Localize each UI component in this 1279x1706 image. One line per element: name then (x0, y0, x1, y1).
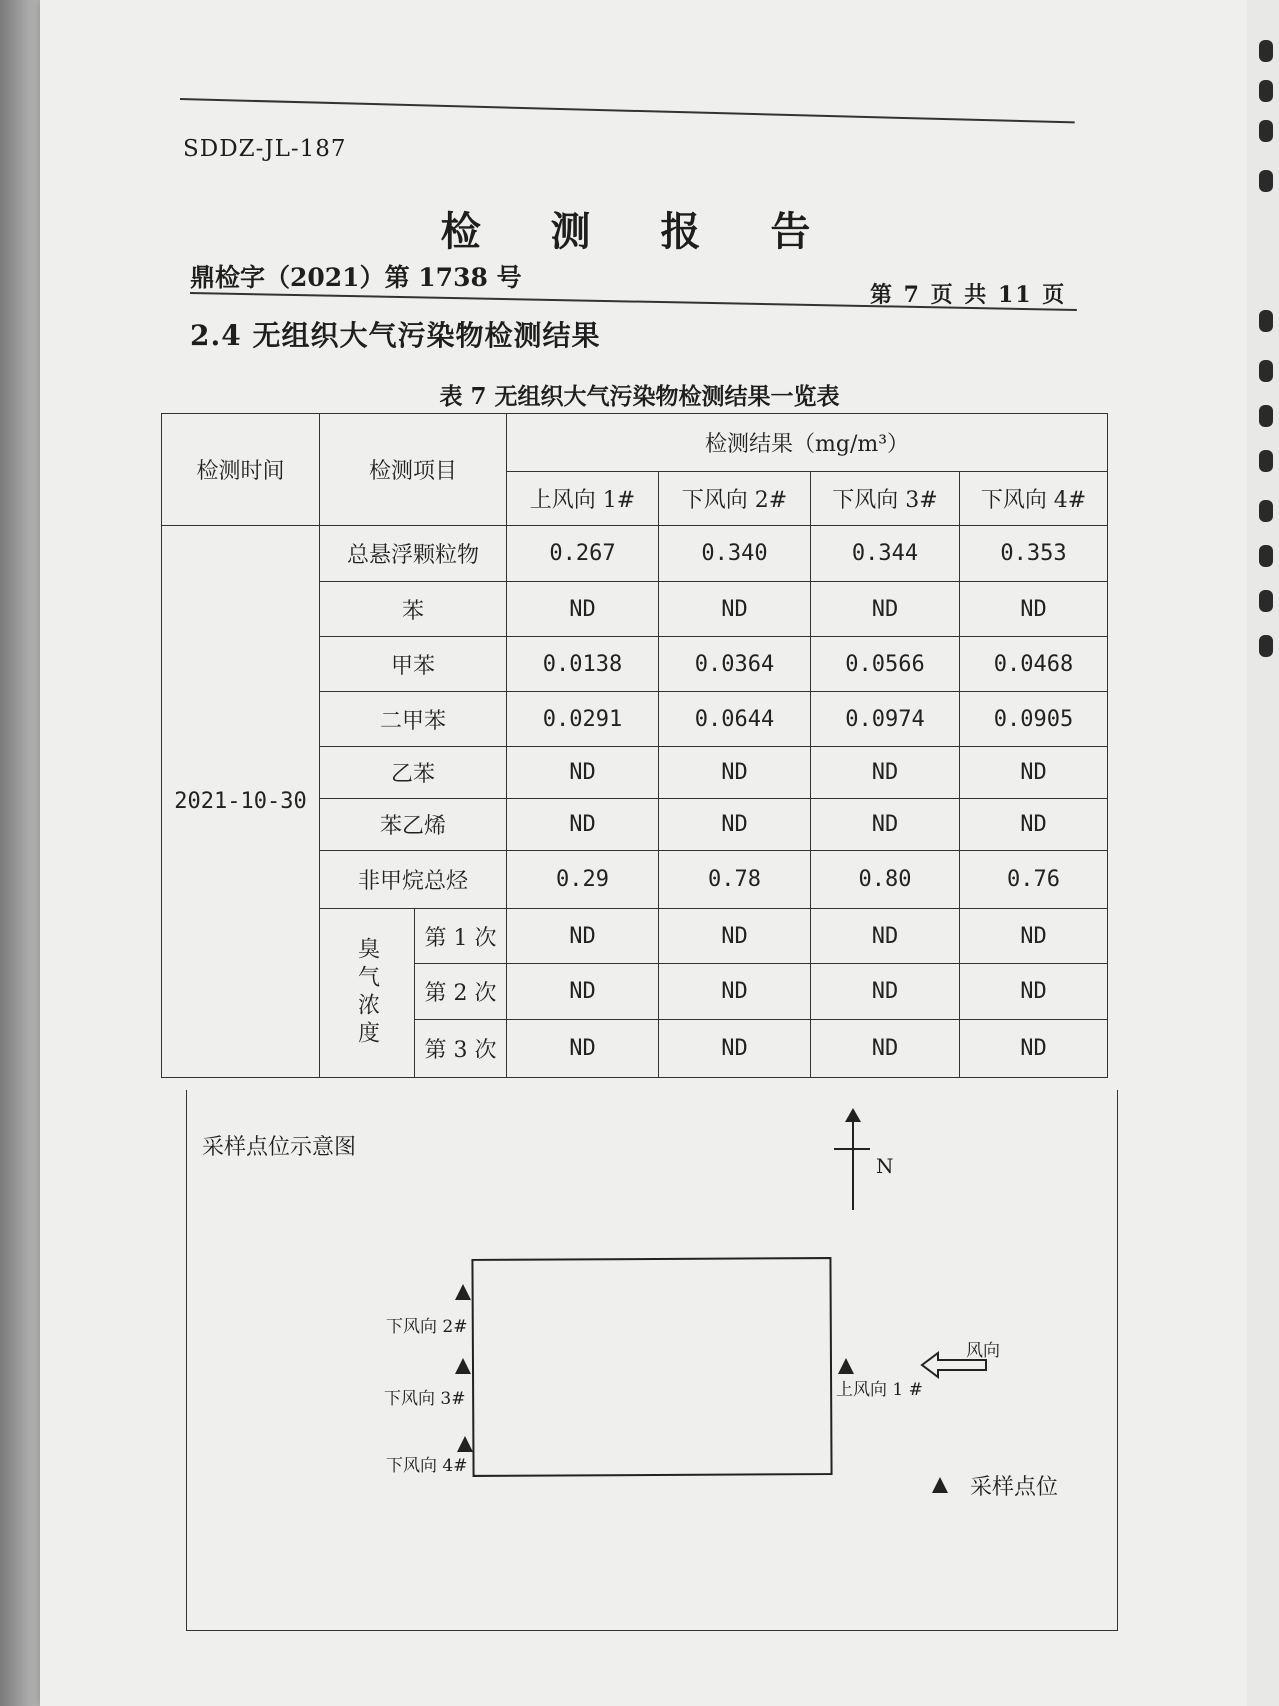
table-caption: 表 7 无组织大气污染物检测结果一览表 (439, 383, 840, 410)
value-cell: ND (507, 582, 659, 637)
sampling-point-icon (838, 1358, 854, 1374)
pollutant-name: 二甲苯 (320, 692, 507, 747)
north-arrow-bar (834, 1148, 870, 1150)
value-cell: 0.0364 (659, 637, 811, 692)
value-cell: ND (659, 964, 811, 1020)
document-code: SDDZ-JL-187 (183, 136, 347, 162)
wind-label: 风向 (966, 1341, 1000, 1361)
value-cell: 0.0138 (507, 637, 659, 692)
diagram-label: 采样点位示意图 (202, 1135, 357, 1160)
value-cell: ND (811, 582, 960, 637)
value-cell: 0.340 (659, 526, 811, 582)
value-cell: ND (811, 964, 960, 1020)
report-title: 检 测 报 告 (440, 208, 839, 255)
value-cell: ND (659, 582, 811, 637)
odor-label: 臭气浓度 (320, 909, 415, 1078)
header-item: 检测项目 (320, 414, 507, 526)
legend-sampling-point-icon (932, 1477, 948, 1493)
sampling-point-icon (455, 1284, 471, 1300)
value-cell: ND (960, 1020, 1108, 1078)
north-arrow-shaft (852, 1112, 854, 1210)
pollutant-name: 苯乙烯 (320, 799, 507, 851)
station-header: 下风向 3# (811, 472, 960, 526)
site-boundary (471, 1257, 832, 1477)
value-cell: ND (659, 909, 811, 964)
section-title: 2.4 无组织大气污染物检测结果 (190, 319, 601, 352)
value-cell: ND (507, 747, 659, 799)
value-cell: ND (507, 964, 659, 1020)
value-cell: ND (960, 582, 1108, 637)
station-header: 上风向 1# (507, 472, 659, 526)
value-cell: 0.80 (811, 851, 960, 909)
sampling-point-icon (457, 1436, 473, 1452)
odor-round: 第 1 次 (415, 909, 507, 964)
value-cell: ND (659, 799, 811, 851)
point-label-4: 下风向 4# (386, 1456, 468, 1476)
point-label-3: 下风向 3# (384, 1389, 466, 1409)
value-cell: 0.29 (507, 851, 659, 909)
pollutant-name: 乙苯 (320, 747, 507, 799)
point-label-1: 上风向 1 # (836, 1380, 923, 1400)
value-cell: 0.0291 (507, 692, 659, 747)
date-cell: 2021-10-30 (162, 526, 320, 1078)
value-cell: 0.0566 (811, 637, 960, 692)
value-cell: ND (811, 799, 960, 851)
sampling-point-icon (455, 1358, 471, 1374)
value-cell: ND (659, 747, 811, 799)
odor-round: 第 3 次 (415, 1020, 507, 1078)
value-cell: 0.0468 (960, 637, 1108, 692)
value-cell: ND (811, 909, 960, 964)
pollutant-name: 总悬浮颗粒物 (320, 526, 507, 582)
value-cell: 0.267 (507, 526, 659, 582)
odor-round: 第 2 次 (415, 964, 507, 1020)
value-cell: ND (507, 909, 659, 964)
value-cell: ND (960, 909, 1108, 964)
header-results: 检测结果（mg/m³） (507, 414, 1108, 472)
value-cell: 0.0644 (659, 692, 811, 747)
value-cell: 0.78 (659, 851, 811, 909)
page-number: 第 7 页 共 11 页 (870, 282, 1067, 308)
value-cell: ND (960, 799, 1108, 851)
station-header: 下风向 2# (659, 472, 811, 526)
value-cell: ND (507, 799, 659, 851)
value-cell: 0.0974 (811, 692, 960, 747)
pollutant-name: 甲苯 (320, 637, 507, 692)
header-time: 检测时间 (162, 414, 320, 526)
value-cell: ND (659, 1020, 811, 1078)
value-cell: ND (960, 964, 1108, 1020)
value-cell: ND (960, 747, 1108, 799)
results-table (161, 413, 1108, 1078)
document-number: 鼎检字（2021）第 1738 号 (190, 263, 522, 292)
value-cell: ND (811, 747, 960, 799)
point-label-2: 下风向 2# (386, 1317, 468, 1337)
value-cell: 0.0905 (960, 692, 1108, 747)
value-cell: 0.344 (811, 526, 960, 582)
station-header: 下风向 4# (960, 472, 1108, 526)
pollutant-name: 苯 (320, 582, 507, 637)
value-cell: ND (811, 1020, 960, 1078)
value-cell: 0.76 (960, 851, 1108, 909)
value-cell: 0.353 (960, 526, 1108, 582)
value-cell: ND (507, 1020, 659, 1078)
north-label: N (876, 1154, 894, 1178)
pollutant-name: 非甲烷总烃 (320, 851, 507, 909)
legend-label: 采样点位 (970, 1475, 1059, 1500)
